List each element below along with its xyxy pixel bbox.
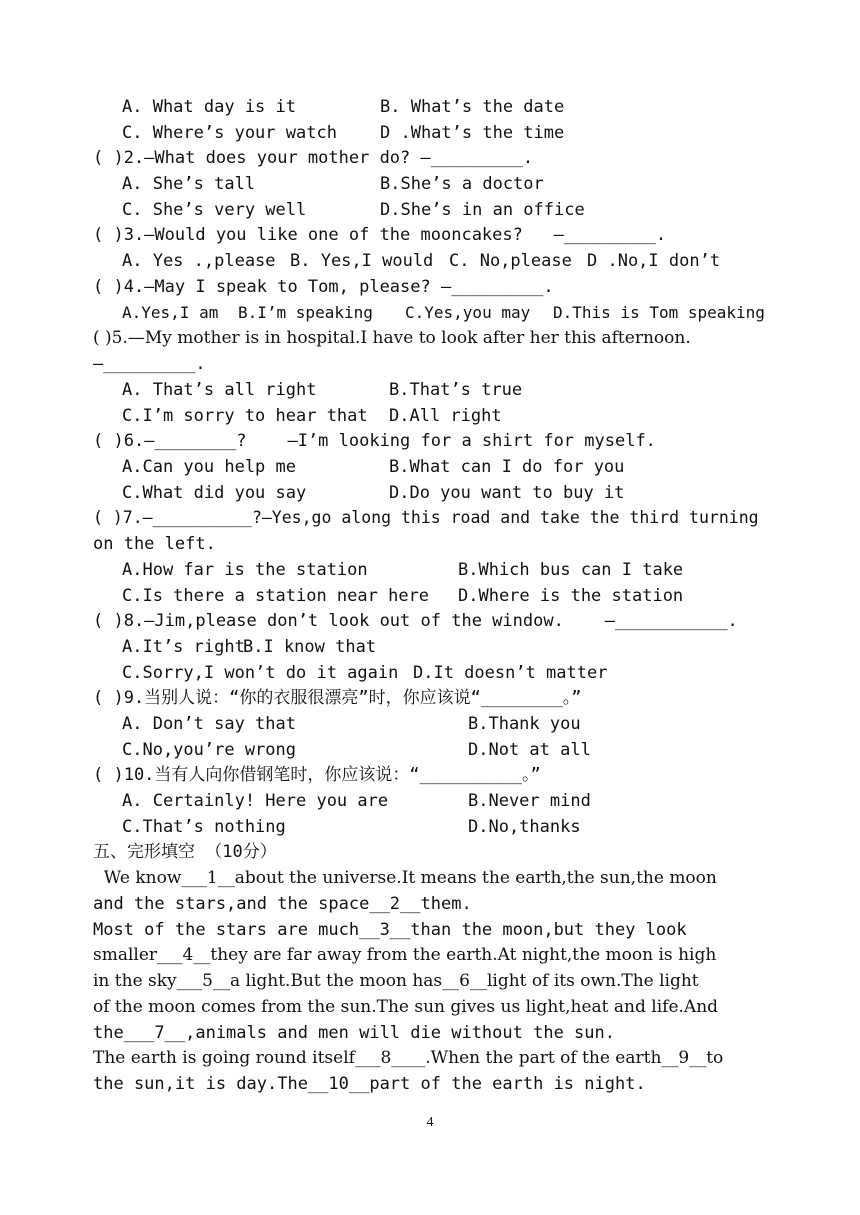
q9-option-c: C.No,you’re wrong [122,740,296,760]
q8-options-row-2 [93,660,770,686]
q7-options-row-1 [93,557,770,583]
q7-option-a: A.How far is the station [122,560,368,580]
q10-options-row-2 [93,814,770,840]
q3-option-c: C. No,please [449,251,572,271]
cloze-line-3: Most of the stars are much__3__than the moon,but they look [93,920,687,940]
q8-option-b: B.I know that [243,637,377,657]
q5-options-row-1 [93,377,770,403]
q6-options-row-2 [93,480,770,506]
q2-options-row-1 [93,171,770,197]
q2-options-row-2 [93,197,770,223]
q7-options-row-2 [93,583,770,609]
q6-option-c: C.What did you say [122,483,307,503]
cloze-line-5: in the sky___5__a light.But the moon has__6__light of its own.The light [93,971,699,991]
q2-option-a: A. She’s tall [122,174,256,194]
q10-option-b: B.Never mind [468,791,591,811]
q4-option-c: C.Yes,you may [405,303,531,322]
q1-options-row-2 [93,120,770,146]
q3-option-d: D .No,I don’t [587,251,721,271]
q9-option-d: D.Not at all [468,740,591,760]
q1-option-a: A. What day is it [122,97,296,117]
q5-options-row-2 [93,403,770,429]
q5-stem: ( )5.—My mother is in hospital.I have to look after her this afternoon. [93,328,691,348]
q5-option-c: C.I’m sorry to hear that [122,406,368,426]
q2-stem: ( )2.—What does your mother do? —_________. [93,148,534,168]
page-number: 4 [426,1115,434,1130]
q1-option-d: D .What’s the time [380,123,565,143]
q5-stem-continuation: —_________. [93,354,206,374]
q7-option-b: B.Which bus can I take [458,560,684,580]
q2-option-d: D.She’s in an office [380,200,585,220]
q7-stem-continuation: on the left. [93,534,216,554]
cloze-line-2: and the stars,and the space__2__them. [93,894,472,914]
q1-option-c: C. Where’s your watch [122,123,337,143]
q2-option-b: B.She’s a doctor [380,174,544,194]
q9-option-b: B.Thank you [468,714,581,734]
q4-option-b: B.I’m speaking [238,303,373,322]
cloze-line-1: We know___1__about the universe.It means the earth,the sun,the moon [93,868,717,888]
q10-option-c: C.That’s nothing [122,817,286,837]
q7-option-c: C.Is there a station near here [122,586,430,606]
q9-options-row-2 [93,737,770,763]
cloze-line-7: the___7__,animals and men will die without the sun. [93,1023,615,1043]
q6-options-row-1 [93,454,770,480]
cloze-line-9: the sun,it is day.The__10__part of the earth is night. [93,1074,646,1094]
q6-option-d: D.Do you want to buy it [389,483,625,503]
q7-option-d: D.Where is the station [458,586,684,606]
q5-option-d: D.All right [389,406,502,426]
q6-option-a: A.Can you help me [122,457,296,477]
q5-option-b: B.That’s true [389,380,523,400]
q8-options-row-1 [93,634,770,660]
q3-option-a: A. Yes .,please [122,251,276,271]
q3-stem: ( )3.—Would you like one of the mooncakes? —_________. [93,225,667,245]
cloze-line-8: The earth is going round itself___8____.When the part of the earth__9__to [93,1048,724,1068]
q9-option-a: A. Don’t say that [122,714,296,734]
cloze-line-4: smaller___4__they are far away from the earth.At night,the moon is high [93,945,717,965]
q10-option-d: D.No,thanks [468,817,581,837]
q3-option-b: B. Yes,I would [290,251,434,271]
q8-stem: ( )8.—Jim,please don’t look out of the window. —___________. [93,611,738,631]
q9-options-row-1 [93,711,770,737]
section-five-heading: 五、完形填空 （10分） [93,842,277,862]
q1-option-b: B. What’s the date [380,97,565,117]
q10-option-a: A. Certainly! Here you are [122,791,389,811]
q7-stem: ( )7.—__________?—Yes,go along this road and take the third turning [93,508,759,527]
q4-stem: ( )4.—May I speak to Tom, please? —_________. [93,277,554,297]
q6-option-b: B.What can I do for you [389,457,625,477]
cloze-line-6: of the moon comes from the sun.The sun gives us light,heat and life.And [93,997,719,1017]
q8-option-c: C.Sorry,I won’t do it again [122,663,399,683]
q6-stem: ( )6.—________? —I’m looking for a shirt for myself. [93,431,656,451]
q8-option-a: A.It’s right [122,637,245,657]
q2-option-c: C. She’s very well [122,200,307,220]
q4-option-d: D.This is Tom speaking [553,303,765,322]
q10-stem: ( )10.当有人向你借钢笔时，你应该说：“__________。” [93,765,541,785]
q4-options-row [93,300,770,326]
q1-options-row-1 [93,94,770,120]
q8-option-d: D.It doesn’t matter [413,663,608,683]
q3-options-row [93,248,770,274]
q5-option-a: A. That’s all right [122,380,317,400]
q4-option-a: A.Yes,I am [122,303,219,322]
q10-options-row-1 [93,788,770,814]
q9-stem: ( )9.当别人说：“你的衣服很漂亮”时，你应该说“________。” [93,688,582,708]
